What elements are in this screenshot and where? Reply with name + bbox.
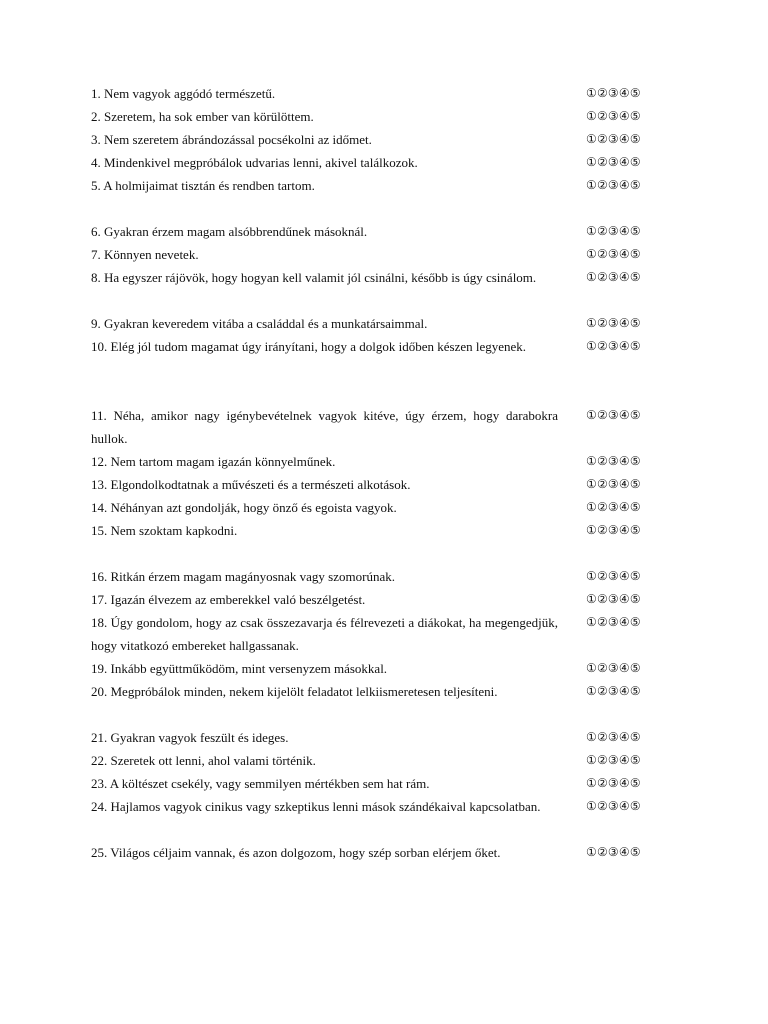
rating-scale[interactable]: ①②③④⑤ bbox=[586, 270, 641, 284]
rating-scale[interactable]: ①②③④⑤ bbox=[586, 109, 641, 123]
question-text: 24. Hajlamos vagyok cinikus vagy szkeptikus lenni mások szándékaival kapcsolatban. bbox=[91, 799, 541, 814]
question-text: 19. Inkább együttműködöm, mint versenyzem másokkal. bbox=[91, 661, 388, 676]
rating-scale[interactable]: ①②③④⑤ bbox=[586, 500, 641, 514]
question-text: 20. Megpróbálok minden, nekem kijelölt feladatot lelkiismeretesen teljesíteni. bbox=[91, 684, 498, 699]
question-text: 8. Ha egyszer rájövök, hogy hogyan kell valamit jól csinálni, később is úgy csinálom. bbox=[91, 270, 537, 285]
question-text: 15. Nem szoktam kapkodni. bbox=[91, 523, 238, 538]
question-text: 5. A holmijaimat tisztán és rendben tartom. bbox=[91, 178, 315, 193]
rating-scale[interactable]: ①②③④⑤ bbox=[586, 178, 641, 192]
question-text: 12. Nem tartom magam igazán könnyelműnek. bbox=[91, 454, 336, 469]
rating-scale[interactable]: ①②③④⑤ bbox=[586, 845, 641, 859]
rating-scale[interactable]: ①②③④⑤ bbox=[586, 477, 641, 491]
question-text: 25. Világos céljaim vannak, és azon dolgozom, hogy szép sorban elérjem őket. bbox=[91, 845, 501, 860]
question-text: 23. A költészet csekély, vagy semmilyen mértékben sem hat rám. bbox=[91, 776, 430, 791]
question-text: 14. Néhányan azt gondolják, hogy önző és egoista vagyok. bbox=[91, 500, 397, 515]
rating-scale[interactable]: ①②③④⑤ bbox=[586, 799, 641, 813]
question-text: 7. Könnyen nevetek. bbox=[91, 247, 199, 262]
question-text: 11. Néha, amikor nagy igénybevételnek vagyok kitéve, úgy érzem, hogy darabokra hullok. bbox=[91, 408, 558, 446]
rating-scale[interactable]: ①②③④⑤ bbox=[586, 523, 641, 537]
rating-scale[interactable]: ①②③④⑤ bbox=[586, 339, 641, 353]
question-text: 22. Szeretek ott lenni, ahol valami történik. bbox=[91, 753, 316, 768]
question-text: 3. Nem szeretem ábrándozással pocsékolni az időmet. bbox=[91, 132, 372, 147]
rating-scale[interactable]: ①②③④⑤ bbox=[586, 132, 641, 146]
question-text: 21. Gyakran vagyok feszült és ideges. bbox=[91, 730, 289, 745]
question-text: 18. Úgy gondolom, hogy az csak összezavarja és félrevezeti a diákokat, ha megengedjük, hogy vitatkozó embereket hallgassanak. bbox=[91, 615, 558, 653]
question-text: 17. Igazán élvezem az emberekkel való beszélgetést. bbox=[91, 592, 366, 607]
question-text: 10. Elég jól tudom magamat úgy irányítani, hogy a dolgok időben készen legyenek. bbox=[91, 339, 527, 354]
rating-scale[interactable]: ①②③④⑤ bbox=[586, 592, 641, 606]
rating-scale[interactable]: ①②③④⑤ bbox=[586, 86, 641, 100]
rating-scale[interactable]: ①②③④⑤ bbox=[586, 776, 641, 790]
rating-scale[interactable]: ①②③④⑤ bbox=[586, 730, 641, 744]
question-text: 2. Szeretem, ha sok ember van körülöttem. bbox=[91, 109, 314, 124]
question-text: 4. Mindenkivel megpróbálok udvarias lenni, akivel találkozok. bbox=[91, 155, 418, 170]
rating-scale[interactable]: ①②③④⑤ bbox=[586, 316, 641, 330]
question-text: 16. Ritkán érzem magam magányosnak vagy szomorúnak. bbox=[91, 569, 395, 584]
question-text: 13. Elgondolkodtatnak a művészeti és a természeti alkotások. bbox=[91, 477, 411, 492]
rating-scale[interactable]: ①②③④⑤ bbox=[586, 247, 641, 261]
question-text: 1. Nem vagyok aggódó természetű. bbox=[91, 86, 276, 101]
rating-scale[interactable]: ①②③④⑤ bbox=[586, 454, 641, 468]
rating-scale[interactable]: ①②③④⑤ bbox=[586, 569, 641, 583]
question-text: 9. Gyakran keveredem vitába a családdal és a munkatársaimmal. bbox=[91, 316, 428, 331]
rating-scale[interactable]: ①②③④⑤ bbox=[586, 408, 641, 422]
rating-scale[interactable]: ①②③④⑤ bbox=[586, 753, 641, 767]
rating-scale[interactable]: ①②③④⑤ bbox=[586, 155, 641, 169]
rating-scale[interactable]: ①②③④⑤ bbox=[586, 224, 641, 238]
rating-scale[interactable]: ①②③④⑤ bbox=[586, 615, 641, 629]
question-text: 6. Gyakran érzem magam alsóbbrendűnek másoknál. bbox=[91, 224, 368, 239]
rating-scale[interactable]: ①②③④⑤ bbox=[586, 684, 641, 698]
rating-scale[interactable]: ①②③④⑤ bbox=[586, 661, 641, 675]
